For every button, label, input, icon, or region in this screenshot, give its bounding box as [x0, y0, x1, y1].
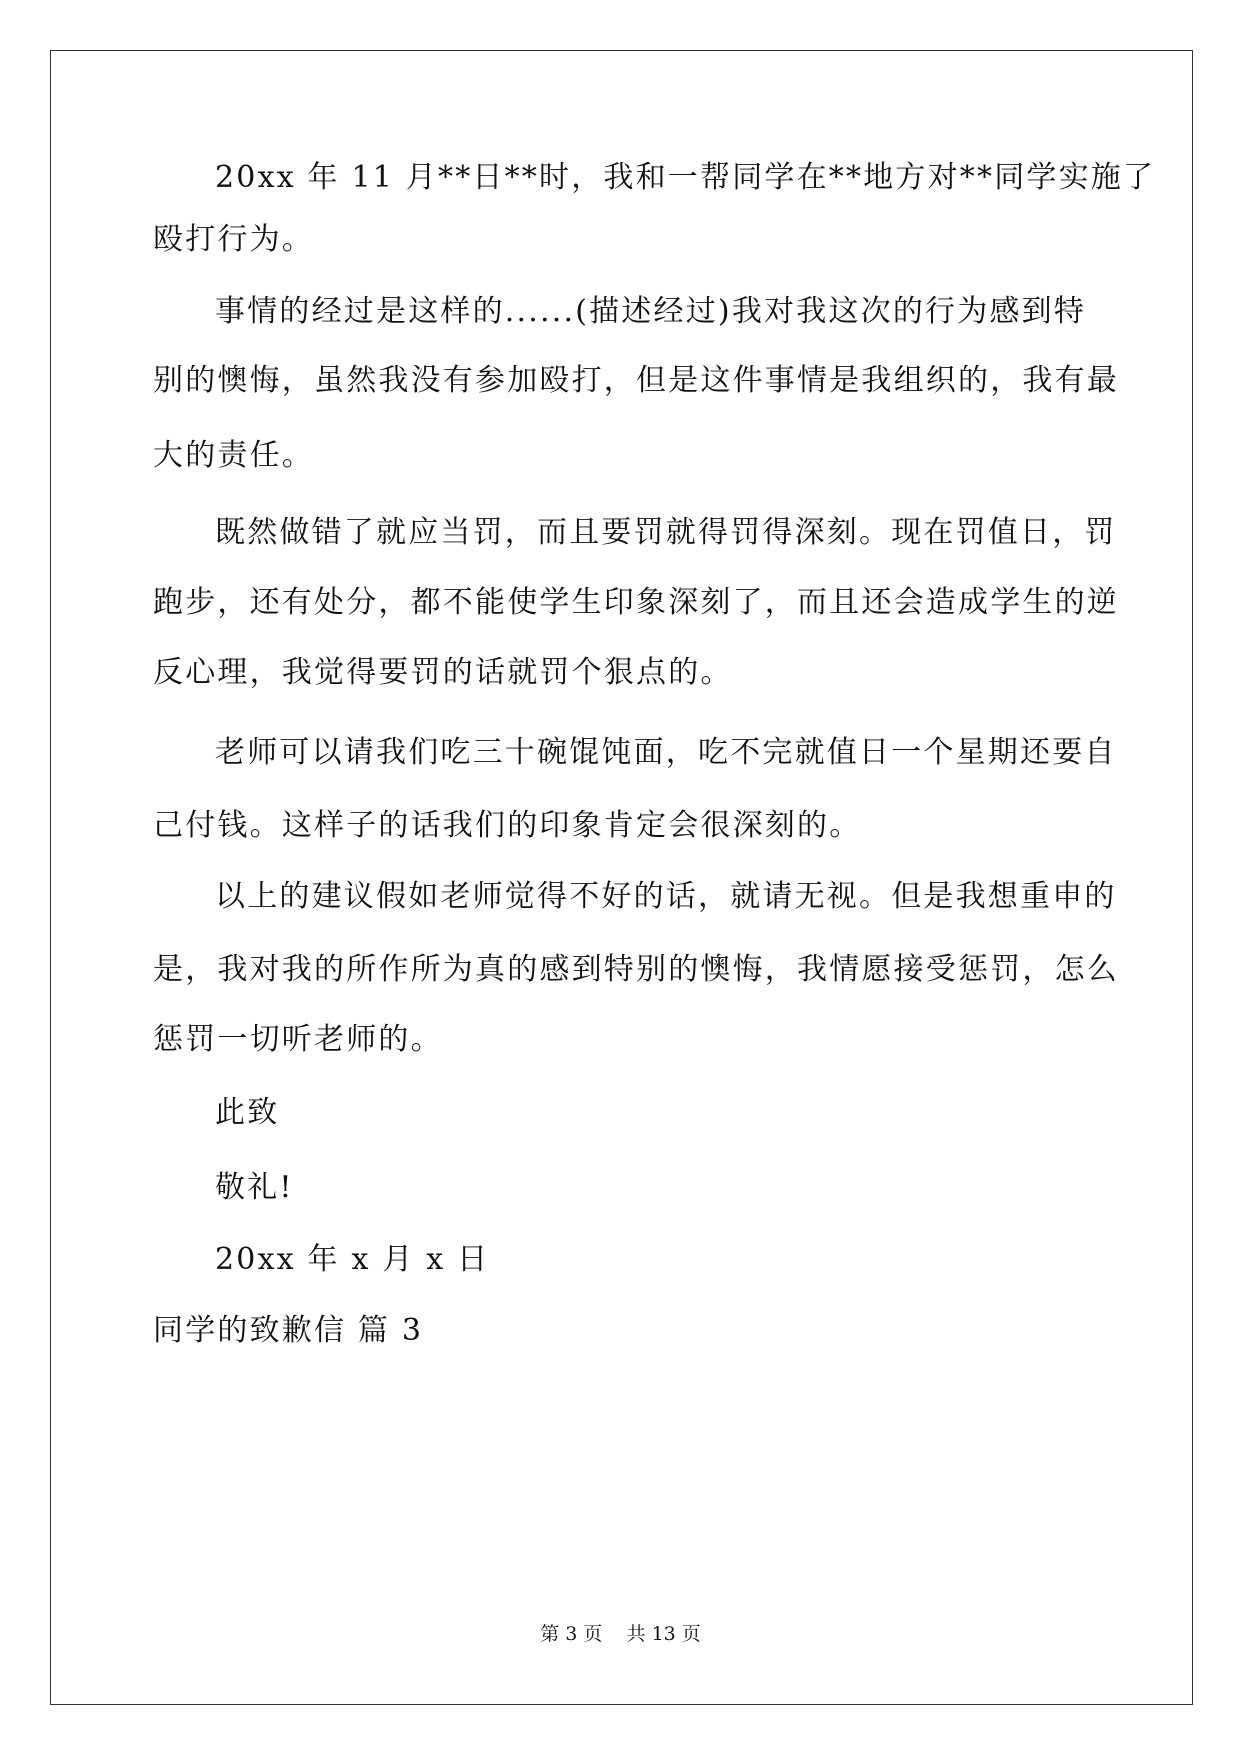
paragraph-2-line-3: 大的责任。 [153, 438, 314, 473]
page-footer: 第 3 页 共 13 页 [540, 1623, 701, 1645]
paragraph-3-line-3: 反心理，我觉得要罚的话就罚个狠点的。 [153, 655, 733, 690]
paragraph-2-line-1: 事情的经过是这样的......(描述经过)我对我这次的行为感到特 [215, 294, 1087, 329]
paragraph-2-line-2: 别的懊悔，虽然我没有参加殴打，但是这件事情是我组织的，我有最 [153, 363, 1119, 398]
paragraph-3-line-1: 既然做错了就应当罚，而且要罚就得罚得深刻。现在罚值日，罚 [215, 515, 1117, 550]
paragraph-5-line-2: 是，我对我的所作所为真的感到特别的懊悔，我情愿接受惩罚，怎么 [153, 952, 1119, 987]
paragraph-5-line-1: 以上的建议假如老师觉得不好的话，就请无视。但是我想重申的 [215, 879, 1117, 914]
closing-regards: 敬礼! [215, 1170, 294, 1205]
section-heading: 同学的致歉信 篇 3 [153, 1313, 424, 1348]
paragraph-5-line-3: 惩罚一切听老师的。 [153, 1022, 443, 1057]
paragraph-4-line-1: 老师可以请我们吃三十碗馄饨面，吃不完就值日一个星期还要自 [215, 735, 1117, 770]
letter-date: 20xx 年 x 月 x 日 [215, 1242, 490, 1277]
paragraph-1-line-1: 20xx 年 11 月**日**时，我和一帮同学在**地方对**同学实施了 [215, 160, 1156, 195]
paragraph-1-line-2: 殴打行为。 [153, 222, 314, 257]
paragraph-3-line-2: 跑步，还有处分，都不能使学生印象深刻了，而且还会造成学生的逆 [153, 585, 1119, 620]
closing-salutation: 此致 [215, 1095, 280, 1130]
paragraph-4-line-2: 己付钱。这样子的话我们的印象肯定会很深刻的。 [153, 808, 862, 843]
